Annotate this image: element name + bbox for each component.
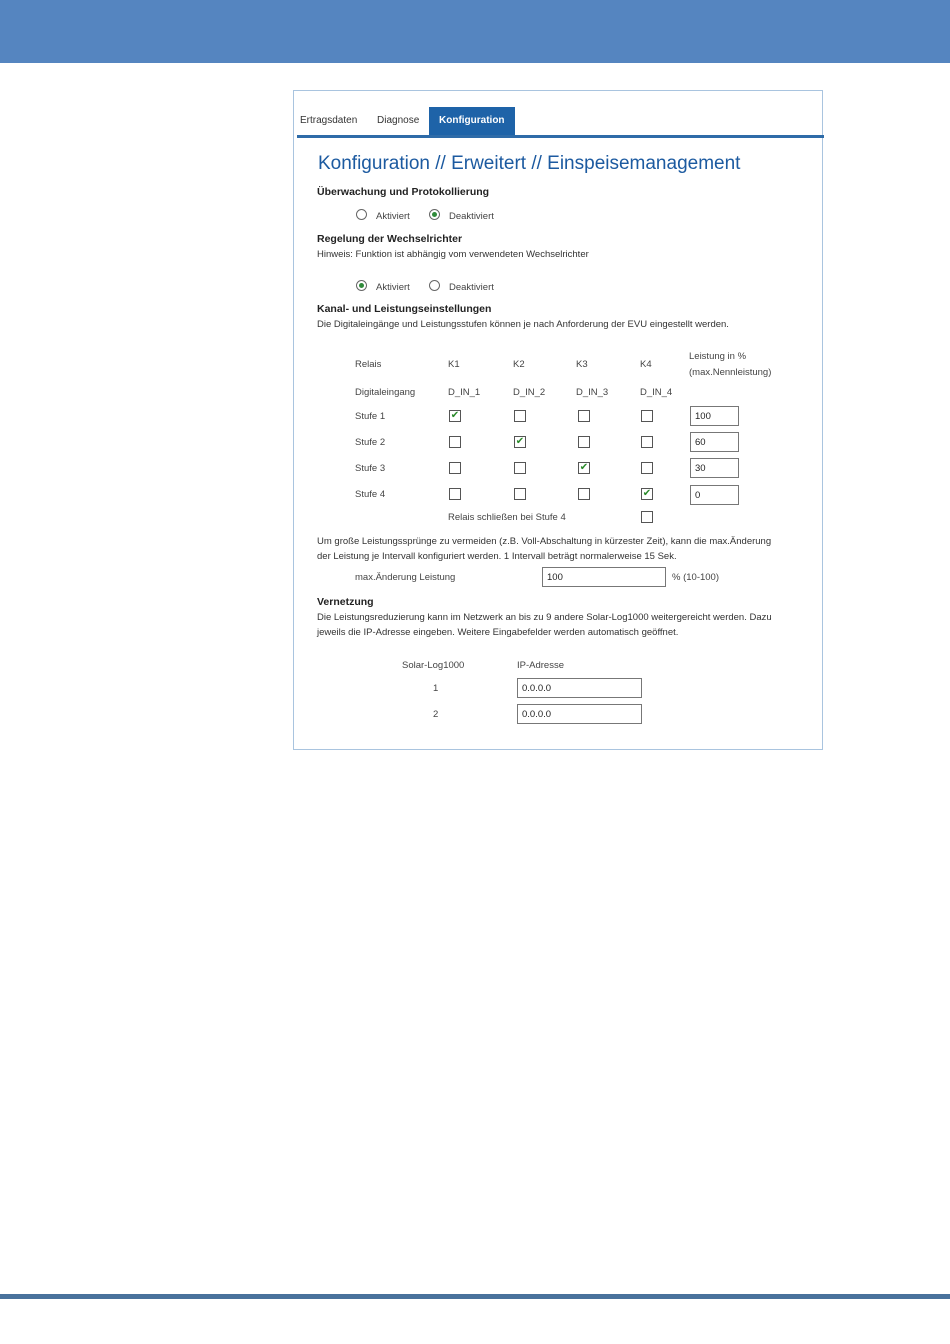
column-k2: K2 [513, 359, 525, 370]
stage-2-k2-checkbox[interactable]: ✔ [515, 436, 525, 447]
max-change-label: max.Änderung Leistung [355, 572, 456, 583]
tab-diagnose[interactable]: Diagnose [377, 115, 420, 126]
config-panel [293, 90, 823, 750]
tab-underline [297, 135, 824, 138]
tab-konfiguration[interactable]: Konfiguration [429, 107, 515, 135]
digital-input-2: D_IN_2 [513, 387, 546, 398]
change-text-line2: der Leistung je Intervall konfiguriert werden. 1 Intervall beträgt normalerweise 15 Sek. [317, 551, 677, 562]
network-row-1-index: 1 [433, 683, 439, 694]
relay-close-checkbox[interactable] [641, 511, 653, 523]
stage-4-k2-checkbox[interactable] [514, 488, 526, 500]
network-heading: Vernetzung [317, 596, 374, 608]
digital-input-3: D_IN_3 [576, 387, 609, 398]
stage-1-power-input[interactable] [690, 406, 739, 426]
digital-input-4: D_IN_4 [640, 387, 673, 398]
monitoring-deactivated-label: Deaktiviert [449, 211, 494, 222]
stage-4-label: Stufe 4 [355, 489, 386, 500]
digital-input-1: D_IN_1 [448, 387, 481, 398]
stage-2-power-input[interactable] [690, 432, 739, 452]
stage-2-k3-checkbox[interactable] [578, 436, 590, 448]
stage-2-label: Stufe 2 [355, 437, 386, 448]
stage-2-k1-checkbox[interactable] [449, 436, 461, 448]
change-text-line1: Um große Leistungssprünge zu vermeiden (z.B. Voll-Abschaltung in kürzester Zeit), kann die max.Änderung [317, 536, 772, 547]
max-change-input[interactable] [542, 567, 666, 587]
network-row-1-ip-input[interactable] [517, 678, 642, 698]
digital-input-label: Digitaleingang [355, 387, 416, 398]
max-change-range: % (10-100) [672, 572, 719, 583]
power-header-line1: Leistung in % [689, 351, 747, 362]
monitoring-deactivated-radio[interactable] [429, 209, 440, 220]
header-band [0, 0, 950, 63]
footer-rule [0, 1294, 950, 1299]
page-title: Konfiguration // Erweitert // Einspeisemanagement [318, 153, 741, 174]
network-row-2-ip-input[interactable] [517, 704, 642, 724]
stage-3-k3-checkbox[interactable]: ✔ [579, 462, 589, 473]
stage-3-k2-checkbox[interactable] [514, 462, 526, 474]
stage-3-k1-checkbox[interactable] [449, 462, 461, 474]
network-col-device: Solar-Log1000 [402, 660, 465, 671]
stage-3-label: Stufe 3 [355, 463, 386, 474]
stage-4-k3-checkbox[interactable] [578, 488, 590, 500]
column-k4: K4 [640, 359, 652, 370]
column-k3: K3 [576, 359, 588, 370]
stage-3-k4-checkbox[interactable] [641, 462, 653, 474]
stage-1-k4-checkbox[interactable] [641, 410, 653, 422]
tab-ertragsdaten[interactable]: Ertragsdaten [300, 115, 358, 126]
stage-1-k3-checkbox[interactable] [578, 410, 590, 422]
stage-1-k2-checkbox[interactable] [514, 410, 526, 422]
stage-3-power-input[interactable] [690, 458, 739, 478]
monitoring-heading: Überwachung und Protokollierung [317, 186, 490, 198]
regulation-deactivated-label: Deaktiviert [449, 282, 494, 293]
stage-1-k1-checkbox[interactable]: ✔ [450, 410, 460, 421]
stage-4-k1-checkbox[interactable] [449, 488, 461, 500]
regulation-activated-radio[interactable] [356, 280, 367, 291]
relais-label: Relais [355, 359, 382, 370]
stage-4-k4-checkbox[interactable]: ✔ [642, 488, 652, 499]
relay-close-label: Relais schließen bei Stufe 4 [448, 512, 566, 523]
channels-heading: Kanal- und Leistungseinstellungen [317, 303, 492, 315]
network-row-2-index: 2 [433, 709, 439, 720]
network-text-line2: jeweils die IP-Adresse eingeben. Weitere Eingabefelder werden automatisch geöffnet. [317, 627, 679, 638]
monitoring-activated-radio[interactable] [356, 209, 367, 220]
stage-2-k4-checkbox[interactable] [641, 436, 653, 448]
channels-description: Die Digitaleingänge und Leistungsstufen können je nach Anforderung der EVU eingestellt werden. [317, 319, 729, 330]
network-text-line1: Die Leistungsreduzierung kann im Netzwerk an bis zu 9 andere Solar-Log1000 weitergereicht werden. Dazu [317, 612, 772, 623]
regulation-deactivated-radio[interactable] [429, 280, 440, 291]
power-header-line2: (max.Nennleistung) [689, 367, 772, 378]
stage-4-power-input[interactable] [690, 485, 739, 505]
stage-1-label: Stufe 1 [355, 411, 386, 422]
column-k1: K1 [448, 359, 460, 370]
regulation-hint: Hinweis: Funktion ist abhängig vom verwendeten Wechselrichter [317, 249, 589, 260]
regulation-activated-label: Aktiviert [376, 282, 410, 293]
network-col-ip: IP-Adresse [517, 660, 564, 671]
monitoring-activated-label: Aktiviert [376, 211, 410, 222]
regulation-heading: Regelung der Wechselrichter [317, 233, 463, 245]
